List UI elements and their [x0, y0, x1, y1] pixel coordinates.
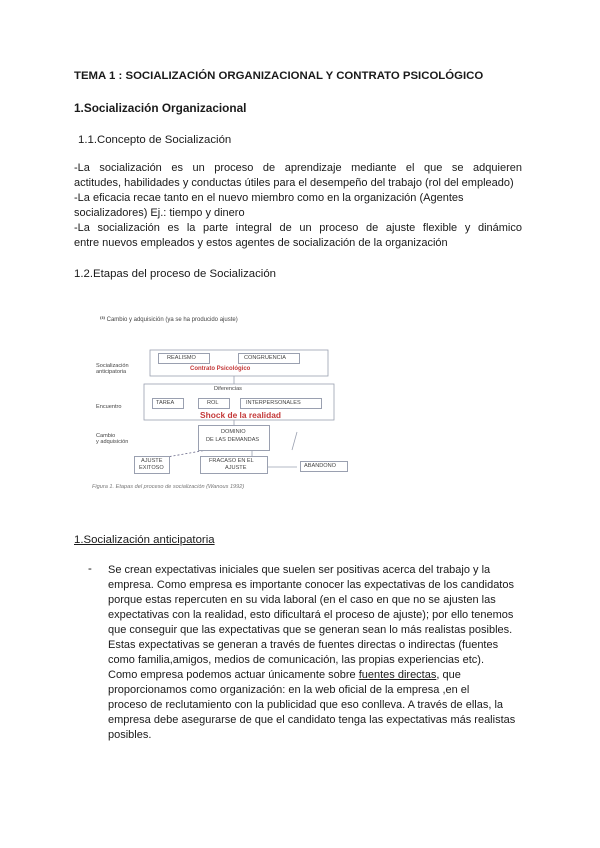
bullet-line: proporcionamos como organización: en la web oficial de la empresa ,en el [108, 684, 470, 696]
diferencias-label: Diferencias [214, 386, 242, 392]
paragraph-line: entre nuevos empleados y estos agentes de socialización de la organización [74, 237, 448, 249]
subsection-heading: 1.1.Concepto de Socialización [78, 134, 232, 146]
section-heading: 1.Socialización Organizacional [74, 101, 247, 115]
paragraph-line: actitudes, habilidades y conductas útiles para el desempeño del trabajo (rol del empleado) [74, 177, 514, 189]
paragraph-line: socializadores) Ej.: tiempo y dinero [74, 207, 245, 219]
abandono-box: ABANDONO [300, 461, 348, 472]
bullet-line-with-link: Como empresa podemos actuar únicamente sobre fuentes directas, que [108, 669, 461, 681]
bullet-line: Estas expectativas se generan a través de fuentes directas o indirectas (fuentes [108, 639, 499, 651]
paragraph-line: -La socialización es un proceso de aprendizaje mediante el que se adquieren [74, 162, 522, 174]
row-label-change: Cambio y adquisición [96, 433, 129, 445]
bullet-line: empresa debe asegurarse de que el candidato tenga las expectativas más realistas [108, 714, 516, 726]
realismo-box: REALISMO [158, 353, 210, 364]
paragraph-line: -La socialización es la parte integral de un proceso de ajuste flexible y dinámico [74, 222, 522, 234]
bullet-line: posibles. [108, 729, 152, 741]
ajuste-exitoso-box: AJUSTE EXITOSO [134, 456, 170, 474]
bullet-line: expectativas con la realidad, esto dificultará el proceso de ajuste); por ello tenemos [108, 609, 514, 621]
bullet-line: porque estas repercuten en su vida laboral (en el caso en que no se ajusten las [108, 594, 496, 606]
congruencia-box: CONGRUENCIA [238, 353, 300, 364]
interpersonales-box: INTERPERSONALES [240, 398, 322, 409]
figure-top-caption: ⁽³⁾ Cambio y adquisición (ya se ha producido ajuste) [100, 317, 238, 323]
tarea-box: TAREA [152, 398, 184, 409]
document-title: TEMA 1 : SOCIALIZACIÓN ORGANIZACIONAL Y CONTRATO PSICOLÓGICO [74, 70, 484, 82]
bullet-line: proceso de reclutamiento con la publicidad que eso conlleva. A través de ellas, la [108, 699, 504, 711]
dominio-box: DOMINIO DE LAS DEMANDAS [198, 425, 270, 451]
shock-label: Shock de la realidad [200, 410, 281, 420]
row-label-encounter: Encuentro [96, 404, 122, 410]
contrato-label: Contrato Psicológico [190, 366, 251, 372]
socialization-stages-figure [92, 312, 362, 497]
row-label-anticipatory: Socialización anticipatoria [96, 363, 129, 375]
bullet-line: empresa. Como empresa es importante conocer las expectativas de los candidatos [108, 579, 514, 591]
bullet-dash: - [88, 563, 92, 575]
paragraph-line: -La eficacia recae tanto en el nuevo miembro como en la organización (Agentes [74, 192, 464, 204]
rol-box: ROL [198, 398, 230, 409]
fracaso-box: FRACASO EN EL AJUSTE [200, 456, 268, 474]
fuentes-directas-term: fuentes directas [358, 669, 437, 681]
bullet-line: que conseguir que las expectativas que se generan sean lo más realistas posibles. [108, 624, 513, 636]
subsection-heading-2: 1.2.Etapas del proceso de Socialización [74, 268, 276, 280]
figure-caption: Figura 1. Etapas del proceso de socialización (Wanous 1992) [92, 484, 245, 490]
bullet-line: como familia,amigos, medios de comunicación, las propias experiencias etc). [108, 654, 485, 666]
section-heading-anticipatory: 1.Socialización anticipatoria [74, 534, 215, 546]
bullet-line: Se crean expectativas iniciales que suelen ser positivas acerca del trabajo y la [108, 564, 491, 576]
